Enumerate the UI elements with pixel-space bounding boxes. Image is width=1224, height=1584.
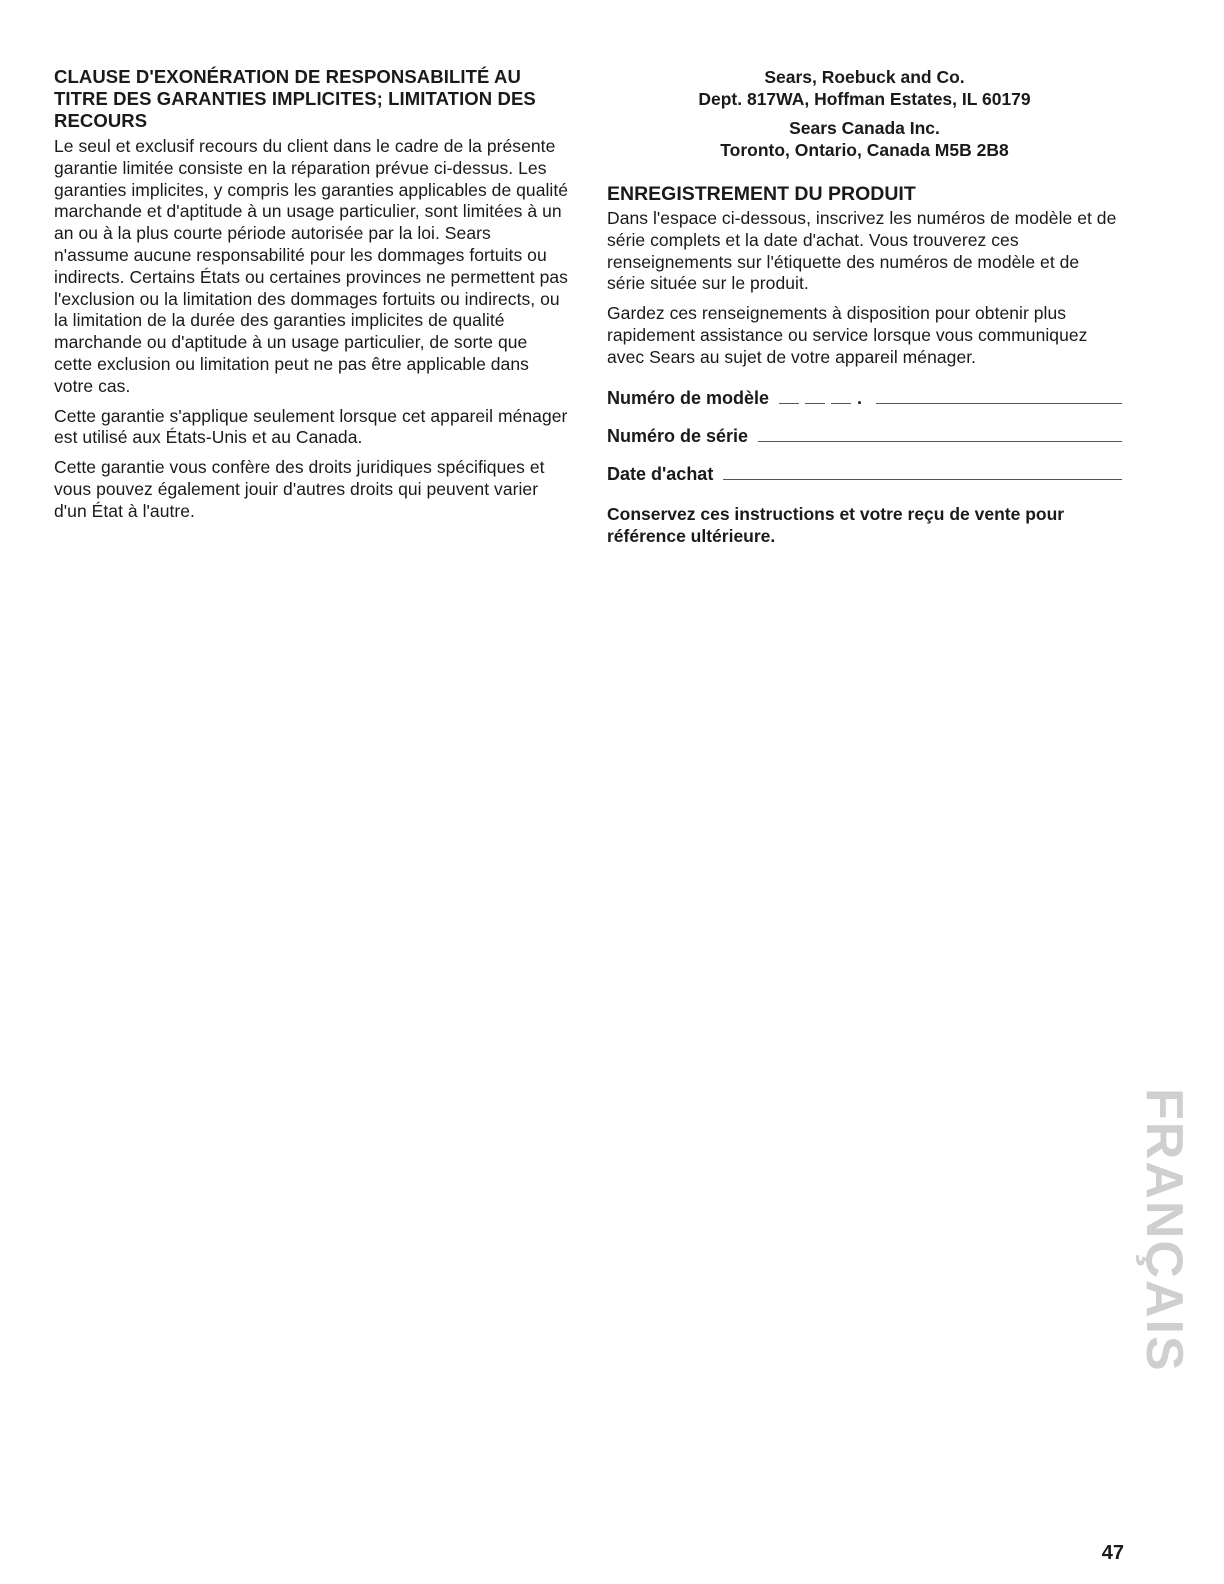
sears-us-address	[607, 66, 1122, 110]
model-prefix-blank-2	[805, 403, 825, 404]
sears-canada-address-line-2: Toronto, Ontario, Canada M5B 2B8	[720, 140, 1009, 160]
model-number-dot: .	[857, 387, 863, 408]
right-column	[607, 66, 1122, 547]
model-prefix-blank-1	[779, 403, 799, 404]
keep-instructions-note: Conservez ces instructions et votre reçu de vente pour référence ultérieure.	[607, 503, 1065, 546]
page-number: 47	[1101, 1542, 1124, 1564]
purchase-date-line[interactable]	[723, 478, 1122, 480]
purchase-date-row	[607, 463, 1122, 485]
serial-number-label: Numéro de série	[607, 425, 749, 446]
warranty-paragraph-3: Cette garantie vous confère des droits juridiques spécifiques et vous pouvez également jouir d'autres droits qui peuvent varier d'un État à l'autre.	[54, 457, 545, 521]
model-number-label: Numéro de modèle	[607, 387, 770, 408]
sears-us-address-line-2: Dept. 817WA, Hoffman Estates, IL 60179	[698, 89, 1031, 109]
purchase-date-label: Date d'achat	[607, 463, 714, 484]
registration-paragraph-2: Gardez ces renseignements à disposition pour obtenir plus rapidement assistance ou service lorsque vous communiquez avec Sears au sujet de votre appareil ménager.	[607, 303, 1088, 367]
warranty-paragraph-1: Le seul et exclusif recours du client dans le cadre de la présente garantie limitée consiste en la réparation prévue ci-dessus. Les garanties implicites, y compris les garanties applicables de qualité marchande et d'aptitude à un usage particulier, sont limitées à un an ou à la plus courte période autorisée par la loi. Sears n'assume aucune responsabilité pour les dommages fortuits ou indirects. Certains États ou certaines provinces ne permettent pas l'exclusion ou la limitation des dommages fortuits ou indirects, ou la limitation de la durée des garanties implicites de qualité marchande ou d'aptitude à un usage particulier, de sorte que cette exclusion ou limitation peut ne pas être applicable dans votre cas.	[54, 136, 569, 396]
product-registration-heading: ENREGISTREMENT DU PRODUIT	[607, 183, 916, 205]
sears-canada-address	[607, 117, 1122, 161]
model-prefix-blank-3	[831, 403, 851, 404]
sears-canada-address-line-1: Sears Canada Inc.	[789, 118, 940, 138]
left-column	[54, 66, 570, 531]
warranty-paragraph-2: Cette garantie s'applique seulement lorsque cet appareil ménager est utilisé aux États-Unis et au Canada.	[54, 405, 568, 448]
model-number-prefix-blanks[interactable]	[779, 387, 866, 409]
language-side-tab-text: FRANÇAIS	[1135, 1088, 1193, 1373]
serial-number-line[interactable]	[758, 440, 1122, 442]
language-side-tab	[1135, 1088, 1193, 1373]
model-number-line[interactable]	[876, 402, 1122, 404]
serial-number-row	[607, 425, 1122, 447]
sears-us-address-line-1: Sears, Roebuck and Co.	[764, 67, 965, 87]
model-number-row	[607, 387, 1122, 409]
warranty-disclaimer-heading: CLAUSE D'EXONÉRATION DE RESPONSABILITÉ AU TITRE DES GARANTIES IMPLICITES; LIMITATION DES RECOURS	[54, 66, 536, 131]
registration-paragraph-1: Dans l'espace ci-dessous, inscrivez les numéros de modèle et de série complets et la date d'achat. Vous trouverez ces renseignements sur l'étiquette des numéros de modèle et de série située sur le produit.	[607, 208, 1117, 294]
